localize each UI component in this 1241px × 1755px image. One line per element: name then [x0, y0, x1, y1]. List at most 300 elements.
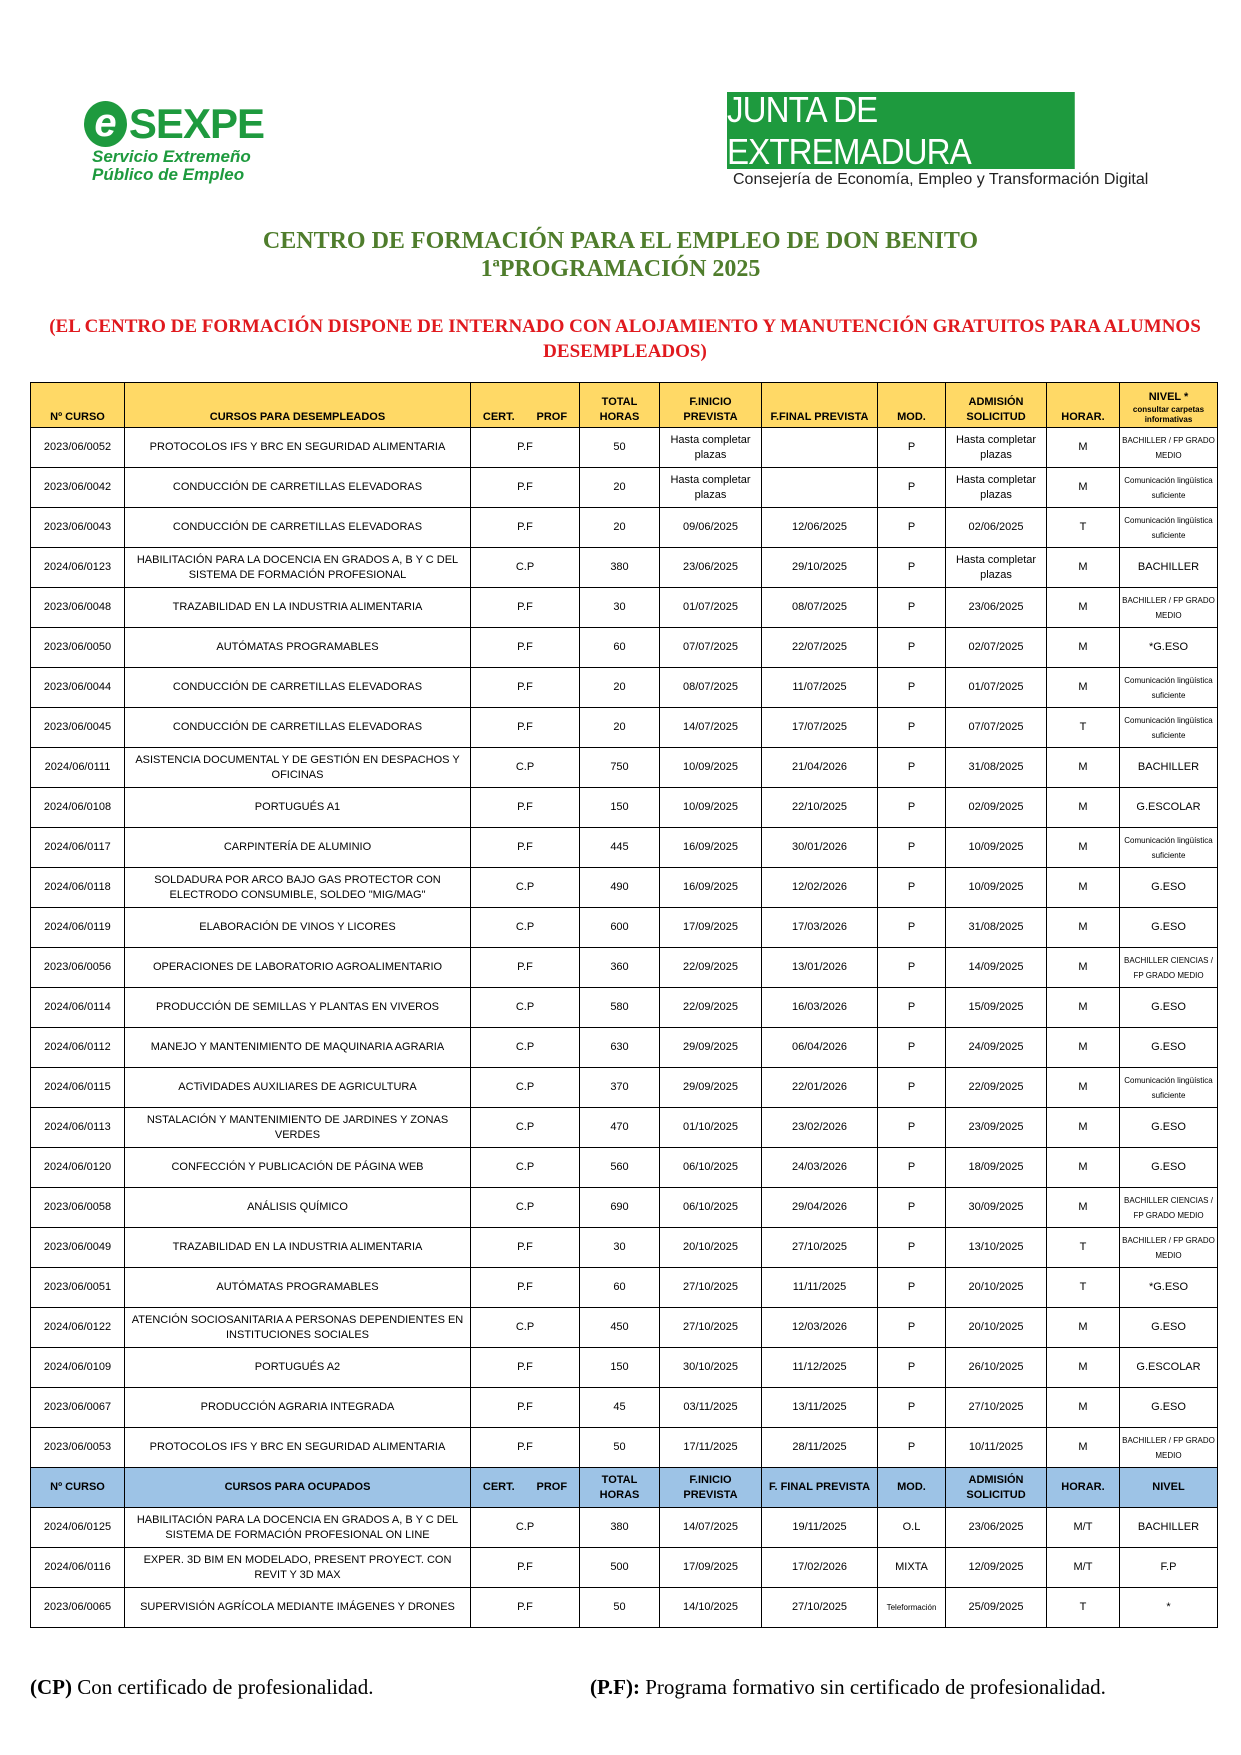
cell-final: 17/02/2026 [762, 1548, 878, 1588]
table-row [31, 1508, 1218, 1548]
cell-nivel: BACHILLER / FP GRADO MEDIO [1120, 1428, 1218, 1468]
cell-nombre: SUPERVISIÓN AGRÍCOLA MEDIANTE IMÁGENES Y DRONES [125, 1588, 471, 1628]
notice-line-2: DESEMPLEADOS) [543, 341, 707, 362]
col-cert-label: CERT. [482, 411, 515, 423]
cell-nombre: PORTUGUÉS A1 [125, 788, 471, 828]
table-row [31, 1028, 1218, 1068]
table-row [31, 908, 1218, 948]
cell-horas: 560 [580, 1148, 660, 1188]
table-row [31, 1108, 1218, 1148]
cell-horas: 60 [580, 1268, 660, 1308]
cell-inicio: 20/10/2025 [660, 1228, 762, 1268]
col-admision-oc: ADMISIÓN SOLICITUD [946, 1468, 1047, 1508]
cell-curso: 2023/06/0067 [31, 1388, 125, 1428]
col-nivel-note: consultar carpetas informativas [1132, 405, 1205, 424]
cell-curso: 2024/06/0117 [31, 828, 125, 868]
cell-horas: 60 [580, 628, 660, 668]
cell-nivel: F.P [1120, 1548, 1218, 1588]
cell-nivel: *G.ESO [1120, 628, 1218, 668]
cell-mod: Teleformación [878, 1588, 946, 1628]
header-ocupados [31, 1468, 1218, 1508]
cell-final: 06/04/2026 [762, 1028, 878, 1068]
legend-cp-text: Con certificado de profesionalidad. [71, 1675, 374, 1699]
col-final: F.FINAL PREVISTA [762, 383, 878, 428]
cell-nombre: ASISTENCIA DOCUMENTAL Y DE GESTIÓN EN DESPACHOS Y OFICINAS [125, 748, 471, 788]
col-final-oc: F. FINAL PREVISTA [762, 1468, 878, 1508]
table-row [31, 1548, 1218, 1588]
cell-nivel: BACHILLER / FP GRADO MEDIO [1120, 1228, 1218, 1268]
cell-nombre: ANÁLISIS QUÍMICO [125, 1188, 471, 1228]
cell-cert: P.F [471, 948, 580, 988]
cell-cert: C.P [471, 1308, 580, 1348]
cell-admision: 25/09/2025 [946, 1588, 1047, 1628]
cell-horas: 630 [580, 1028, 660, 1068]
cell-curso: 2024/06/0113 [31, 1108, 125, 1148]
cell-nombre: CONDUCCIÓN DE CARRETILLAS ELEVADORAS [125, 468, 471, 508]
cell-cert: P.F [471, 828, 580, 868]
cell-horas: 450 [580, 1308, 660, 1348]
cell-nombre: CONDUCCIÓN DE CARRETILLAS ELEVADORAS [125, 668, 471, 708]
sexpe-wordmark: SEXPE [128, 100, 264, 147]
cell-cert: P.F [471, 628, 580, 668]
cell-cert: P.F [471, 1388, 580, 1428]
table-row [31, 1188, 1218, 1228]
cell-nivel: G.ESO [1120, 1308, 1218, 1348]
cell-mod: P [878, 948, 946, 988]
cell-nombre: MANEJO Y MANTENIMIENTO DE MAQUINARIA AGRARIA [125, 1028, 471, 1068]
cell-curso: 2023/06/0056 [31, 948, 125, 988]
cell-nombre: EXPER. 3D BIM EN MODELADO, PRESENT PROYECT. CON REVIT Y 3D MAX [125, 1548, 471, 1588]
cell-mod: P [878, 428, 946, 468]
cell-nombre: CONDUCCIÓN DE CARRETILLAS ELEVADORAS [125, 508, 471, 548]
cell-mod: P [878, 1108, 946, 1148]
cell-inicio: 14/07/2025 [660, 1508, 762, 1548]
cell-final: 17/03/2026 [762, 908, 878, 948]
table-row [31, 1148, 1218, 1188]
col-horas-oc: TOTAL HORAS [580, 1468, 660, 1508]
cell-horar: M/T [1047, 1508, 1120, 1548]
cell-admision: 02/06/2025 [946, 508, 1047, 548]
cell-mod: P [878, 1268, 946, 1308]
cell-curso: 2024/06/0108 [31, 788, 125, 828]
cell-horar: M [1047, 1188, 1120, 1228]
cell-horas: 370 [580, 1068, 660, 1108]
cell-horas: 580 [580, 988, 660, 1028]
table-row [31, 1588, 1218, 1628]
cell-inicio: 01/10/2025 [660, 1108, 762, 1148]
cell-final [762, 468, 878, 508]
table-row [31, 708, 1218, 748]
cell-curso: 2024/06/0118 [31, 868, 125, 908]
cell-final: 13/01/2026 [762, 948, 878, 988]
cell-final: 29/10/2025 [762, 548, 878, 588]
cell-final: 19/11/2025 [762, 1508, 878, 1548]
cell-nombre: NSTALACIÓN Y MANTENIMIENTO DE JARDINES Y ZONAS VERDES [125, 1108, 471, 1148]
cell-inicio: 10/09/2025 [660, 788, 762, 828]
table-row [31, 668, 1218, 708]
page-title: CENTRO DE FORMACIÓN PARA EL EMPLEO DE DON BENITO [262, 228, 979, 254]
cell-horas: 30 [580, 588, 660, 628]
cell-nivel: G.ESCOLAR [1120, 788, 1218, 828]
cell-horar: M/T [1047, 1548, 1120, 1588]
cell-admision: 23/06/2025 [946, 588, 1047, 628]
cell-nivel: BACHILLER [1120, 748, 1218, 788]
cell-horar: M [1047, 1148, 1120, 1188]
cell-mod: P [878, 508, 946, 548]
col-inicio: F.INICIO PREVISTA [660, 383, 762, 428]
cell-admision: 31/08/2025 [946, 748, 1047, 788]
cell-cert: C.P [471, 1108, 580, 1148]
cell-nombre: CARPINTERÍA DE ALUMINIO [125, 828, 471, 868]
cell-admision: 14/09/2025 [946, 948, 1047, 988]
cell-curso: 2023/06/0053 [31, 1428, 125, 1468]
cell-curso: 2023/06/0042 [31, 468, 125, 508]
cell-curso: 2024/06/0115 [31, 1068, 125, 1108]
cell-nivel: Comunicación lingüística suficiente [1120, 1068, 1218, 1108]
cell-inicio: 17/09/2025 [660, 908, 762, 948]
cell-mod: P [878, 908, 946, 948]
cell-horas: 380 [580, 1508, 660, 1548]
table-row [31, 948, 1218, 988]
cell-admision: 01/07/2025 [946, 668, 1047, 708]
cell-inicio: 16/09/2025 [660, 828, 762, 868]
cell-curso: 2023/06/0051 [31, 1268, 125, 1308]
cell-nivel: Comunicación lingüística suficiente [1120, 708, 1218, 748]
cell-curso: 2023/06/0058 [31, 1188, 125, 1228]
cell-horar: M [1047, 1428, 1120, 1468]
table-row [31, 508, 1218, 548]
cell-horar: M [1047, 788, 1120, 828]
cell-curso: 2024/06/0119 [31, 908, 125, 948]
cell-mod: P [878, 868, 946, 908]
cell-horas: 20 [580, 708, 660, 748]
cell-cert: P.F [471, 1228, 580, 1268]
cell-nombre: PROTOCOLOS IFS Y BRC EN SEGURIDAD ALIMENTARIA [125, 1428, 471, 1468]
cell-admision: 02/09/2025 [946, 788, 1047, 828]
cell-inicio: 22/09/2025 [660, 988, 762, 1028]
cell-inicio: 30/10/2025 [660, 1348, 762, 1388]
table-row [31, 1228, 1218, 1268]
col-inicio-oc: F.INICIO PREVISTA [660, 1468, 762, 1508]
col-mod: MOD. [878, 383, 946, 428]
cell-horas: 50 [580, 428, 660, 468]
cell-horas: 490 [580, 868, 660, 908]
notice-line-1: (EL CENTRO DE FORMACIÓN DISPONE DE INTERNADO CON ALOJAMIENTO Y MANUTENCIÓN GRATUITOS PARA ALUMNOS [49, 316, 1201, 337]
cell-inicio: 27/10/2025 [660, 1268, 762, 1308]
cell-admision: Hasta completar plazas [946, 548, 1047, 588]
ocupados-rows [31, 1508, 1218, 1628]
cell-final: 22/10/2025 [762, 788, 878, 828]
cell-inicio: 17/11/2025 [660, 1428, 762, 1468]
cell-cert: C.P [471, 1508, 580, 1548]
col-cert [471, 383, 580, 428]
cell-curso: 2024/06/0112 [31, 1028, 125, 1068]
cell-mod: P [878, 788, 946, 828]
cell-admision: 13/10/2025 [946, 1228, 1047, 1268]
cell-horar: M [1047, 1348, 1120, 1388]
cell-horar: M [1047, 428, 1120, 468]
cell-nombre: PRODUCCIÓN DE SEMILLAS Y PLANTAS EN VIVEROS [125, 988, 471, 1028]
col-nivel-oc: NIVEL [1120, 1468, 1218, 1508]
cell-curso: 2024/06/0109 [31, 1348, 125, 1388]
cell-horar: M [1047, 1308, 1120, 1348]
cell-horas: 360 [580, 948, 660, 988]
col-prof-label: PROF [536, 411, 568, 423]
legend-pf-code: (P.F): [590, 1675, 640, 1699]
cell-inicio: 09/06/2025 [660, 508, 762, 548]
cell-horar: M [1047, 628, 1120, 668]
cell-admision: 23/06/2025 [946, 1508, 1047, 1548]
cell-final: 24/03/2026 [762, 1148, 878, 1188]
table-row [31, 1348, 1218, 1388]
cell-nombre: ACTiVIDADES AUXILIARES DE AGRICULTURA [125, 1068, 471, 1108]
cell-admision: 26/10/2025 [946, 1348, 1047, 1388]
sexpe-subtitle-2: Público de Empleo [92, 165, 245, 184]
cell-admision: 31/08/2025 [946, 908, 1047, 948]
cell-inicio: 03/11/2025 [660, 1388, 762, 1428]
cell-inicio: 29/09/2025 [660, 1068, 762, 1108]
cell-curso: 2023/06/0065 [31, 1588, 125, 1628]
cell-nombre: HABILITACIÓN PARA LA DOCENCIA EN GRADOS A, B Y C DEL SISTEMA DE FORMACIÓN PROFESIONAL ON LINE [125, 1508, 471, 1548]
cell-nombre: PORTUGUÉS A2 [125, 1348, 471, 1388]
cell-cert: C.P [471, 988, 580, 1028]
cell-inicio: 27/10/2025 [660, 1308, 762, 1348]
cell-admision: 18/09/2025 [946, 1148, 1047, 1188]
cell-horas: 470 [580, 1108, 660, 1148]
table-row [31, 1428, 1218, 1468]
cell-nivel: G.ESO [1120, 868, 1218, 908]
cell-horas: 150 [580, 1348, 660, 1388]
cell-cert: P.F [471, 468, 580, 508]
col-cursos-oc: CURSOS PARA OCUPADOS [125, 1468, 471, 1508]
col-prof-oc-label: PROF [536, 1481, 568, 1493]
cell-horar: T [1047, 508, 1120, 548]
cell-horar: T [1047, 1268, 1120, 1308]
cell-nivel: BACHILLER / FP GRADO MEDIO [1120, 428, 1218, 468]
cell-nivel: G.ESO [1120, 1388, 1218, 1428]
cell-final: 23/02/2026 [762, 1108, 878, 1148]
cell-mod: MIXTA [878, 1548, 946, 1588]
cell-inicio: 22/09/2025 [660, 948, 762, 988]
cell-admision: 27/10/2025 [946, 1388, 1047, 1428]
cell-admision: Hasta completar plazas [946, 468, 1047, 508]
cell-mod: P [878, 1028, 946, 1068]
cell-admision: 10/11/2025 [946, 1428, 1047, 1468]
cell-nivel: Comunicación lingüística suficiente [1120, 508, 1218, 548]
cell-curso: 2023/06/0050 [31, 628, 125, 668]
cell-mod: P [878, 468, 946, 508]
cell-horas: 600 [580, 908, 660, 948]
cell-horas: 50 [580, 1428, 660, 1468]
cell-inicio: 16/09/2025 [660, 868, 762, 908]
cell-nombre: AUTÓMATAS PROGRAMABLES [125, 628, 471, 668]
cell-nombre: AUTÓMATAS PROGRAMABLES [125, 1268, 471, 1308]
cell-mod: P [878, 1188, 946, 1228]
cell-inicio: 08/07/2025 [660, 668, 762, 708]
junta-logo: JUNTA DE EXTREMADURA [727, 92, 1075, 169]
cell-nivel: BACHILLER CIENCIAS / FP GRADO MEDIO [1120, 1188, 1218, 1228]
cell-admision: 07/07/2025 [946, 708, 1047, 748]
cell-horar: T [1047, 1228, 1120, 1268]
cell-mod: P [878, 1388, 946, 1428]
cell-cert: P.F [471, 1588, 580, 1628]
cell-cert: P.F [471, 1548, 580, 1588]
cell-curso: 2024/06/0120 [31, 1148, 125, 1188]
cell-cert: P.F [471, 588, 580, 628]
col-curso-oc: Nº CURSO [31, 1468, 125, 1508]
table-row [31, 548, 1218, 588]
cell-admision: 12/09/2025 [946, 1548, 1047, 1588]
cell-inicio: 14/10/2025 [660, 1588, 762, 1628]
table-row [31, 988, 1218, 1028]
cell-cert: P.F [471, 1428, 580, 1468]
cell-horas: 150 [580, 788, 660, 828]
cell-nivel: BACHILLER [1120, 548, 1218, 588]
cell-mod: P [878, 708, 946, 748]
cell-final: 22/07/2025 [762, 628, 878, 668]
cell-horar: M [1047, 1028, 1120, 1068]
cell-final: 11/12/2025 [762, 1348, 878, 1388]
cell-curso: 2024/06/0122 [31, 1308, 125, 1348]
cell-mod: P [878, 828, 946, 868]
cell-inicio: 01/07/2025 [660, 588, 762, 628]
cell-final: 27/10/2025 [762, 1588, 878, 1628]
cell-inicio: 14/07/2025 [660, 708, 762, 748]
desempleados-rows [31, 428, 1218, 1468]
sexpe-logo [84, 100, 264, 195]
cell-nivel: BACHILLER / FP GRADO MEDIO [1120, 588, 1218, 628]
cell-curso: 2024/06/0125 [31, 1508, 125, 1548]
table-row [31, 428, 1218, 468]
cell-horas: 445 [580, 828, 660, 868]
cell-horar: M [1047, 588, 1120, 628]
cell-cert: P.F [471, 428, 580, 468]
cell-inicio: 06/10/2025 [660, 1148, 762, 1188]
cell-nombre: SOLDADURA POR ARCO BAJO GAS PROTECTOR CON ELECTRODO CONSUMIBLE, SOLDEO "MIG/MAG" [125, 868, 471, 908]
cell-horas: 750 [580, 748, 660, 788]
cell-nivel: Comunicación lingüística suficiente [1120, 468, 1218, 508]
cell-nivel: G.ESO [1120, 1108, 1218, 1148]
table-row [31, 588, 1218, 628]
col-cert-oc [471, 1468, 580, 1508]
cell-nivel: G.ESO [1120, 1148, 1218, 1188]
col-nivel-label: NIVEL * [1148, 391, 1189, 403]
cell-horar: M [1047, 908, 1120, 948]
cell-horar: M [1047, 1388, 1120, 1428]
col-horas: TOTAL HORAS [580, 383, 660, 428]
cell-nivel: G.ESO [1120, 908, 1218, 948]
cell-final: 21/04/2026 [762, 748, 878, 788]
cell-admision: 30/09/2025 [946, 1188, 1047, 1228]
cell-cert: C.P [471, 1188, 580, 1228]
cell-nombre: ATENCIÓN SOCIOSANITARIA A PERSONAS DEPENDIENTES EN INSTITUCIONES SOCIALES [125, 1308, 471, 1348]
cell-cert: P.F [471, 1348, 580, 1388]
cell-curso: 2024/06/0114 [31, 988, 125, 1028]
cell-admision: 10/09/2025 [946, 868, 1047, 908]
cell-nivel: *G.ESO [1120, 1268, 1218, 1308]
col-admision: ADMISIÓN SOLICITUD [946, 383, 1047, 428]
cell-admision: 20/10/2025 [946, 1308, 1047, 1348]
col-mod-oc: MOD. [878, 1468, 946, 1508]
table-row [31, 1388, 1218, 1428]
cell-curso: 2023/06/0049 [31, 1228, 125, 1268]
cell-horas: 50 [580, 1588, 660, 1628]
cell-mod: P [878, 988, 946, 1028]
cell-nivel: * [1120, 1588, 1218, 1628]
cell-inicio: 17/09/2025 [660, 1548, 762, 1588]
col-curso: Nº CURSO [31, 383, 125, 428]
cell-nivel: Comunicación lingüística suficiente [1120, 668, 1218, 708]
cell-curso: 2023/06/0043 [31, 508, 125, 548]
cell-cert: C.P [471, 868, 580, 908]
cell-horar: M [1047, 748, 1120, 788]
cell-nivel: G.ESCOLAR [1120, 1348, 1218, 1388]
page-subtitle: 1ªPROGRAMACIÓN 2025 [480, 256, 761, 282]
cell-nombre: OPERACIONES DE LABORATORIO AGROALIMENTARIO [125, 948, 471, 988]
cell-nombre: TRAZABILIDAD EN LA INDUSTRIA ALIMENTARIA [125, 588, 471, 628]
cell-admision: 20/10/2025 [946, 1268, 1047, 1308]
cell-final: 22/01/2026 [762, 1068, 878, 1108]
cell-final: 16/03/2026 [762, 988, 878, 1028]
cell-horar: T [1047, 1588, 1120, 1628]
courses-table [30, 382, 1218, 1628]
cell-inicio: Hasta completar plazas [660, 428, 762, 468]
cell-horar: M [1047, 468, 1120, 508]
cell-inicio: 10/09/2025 [660, 748, 762, 788]
cell-horas: 380 [580, 548, 660, 588]
cell-nivel: BACHILLER [1120, 1508, 1218, 1548]
legend-pf-text: Programa formativo sin certificado de profesionalidad. [639, 1675, 1106, 1699]
cell-nombre: PRODUCCIÓN AGRARIA INTEGRADA [125, 1388, 471, 1428]
table-row [31, 628, 1218, 668]
table-row [31, 1268, 1218, 1308]
cell-cert: C.P [471, 1028, 580, 1068]
col-cert-oc-label: CERT. [482, 1481, 515, 1493]
cell-horas: 20 [580, 468, 660, 508]
cell-inicio: Hasta completar plazas [660, 468, 762, 508]
cell-inicio: 23/06/2025 [660, 548, 762, 588]
col-nivel [1120, 383, 1218, 428]
cell-cert: P.F [471, 1268, 580, 1308]
cell-final: 29/04/2026 [762, 1188, 878, 1228]
cell-admision: 10/09/2025 [946, 828, 1047, 868]
cell-cert: C.P [471, 748, 580, 788]
cell-final: 28/11/2025 [762, 1428, 878, 1468]
cell-final: 12/03/2026 [762, 1308, 878, 1348]
table-row [31, 868, 1218, 908]
cell-horas: 30 [580, 1228, 660, 1268]
table-row [31, 468, 1218, 508]
table-row [31, 788, 1218, 828]
table-row [31, 1308, 1218, 1348]
cell-admision: 15/09/2025 [946, 988, 1047, 1028]
cell-horas: 20 [580, 668, 660, 708]
cell-horar: M [1047, 1068, 1120, 1108]
junta-subtitle: Consejería de Economía, Empleo y Transformación Digital [733, 171, 1149, 188]
legend-pf [590, 1675, 1106, 1700]
cell-mod: P [878, 748, 946, 788]
cell-horar: T [1047, 708, 1120, 748]
cell-final: 08/07/2025 [762, 588, 878, 628]
cell-mod: P [878, 1228, 946, 1268]
cell-cert: P.F [471, 508, 580, 548]
cell-nivel: Comunicación lingüística suficiente [1120, 828, 1218, 868]
cell-curso: 2023/06/0052 [31, 428, 125, 468]
col-horar: HORAR. [1047, 383, 1120, 428]
cell-mod: P [878, 1308, 946, 1348]
cell-horar: M [1047, 1108, 1120, 1148]
table-row [31, 828, 1218, 868]
